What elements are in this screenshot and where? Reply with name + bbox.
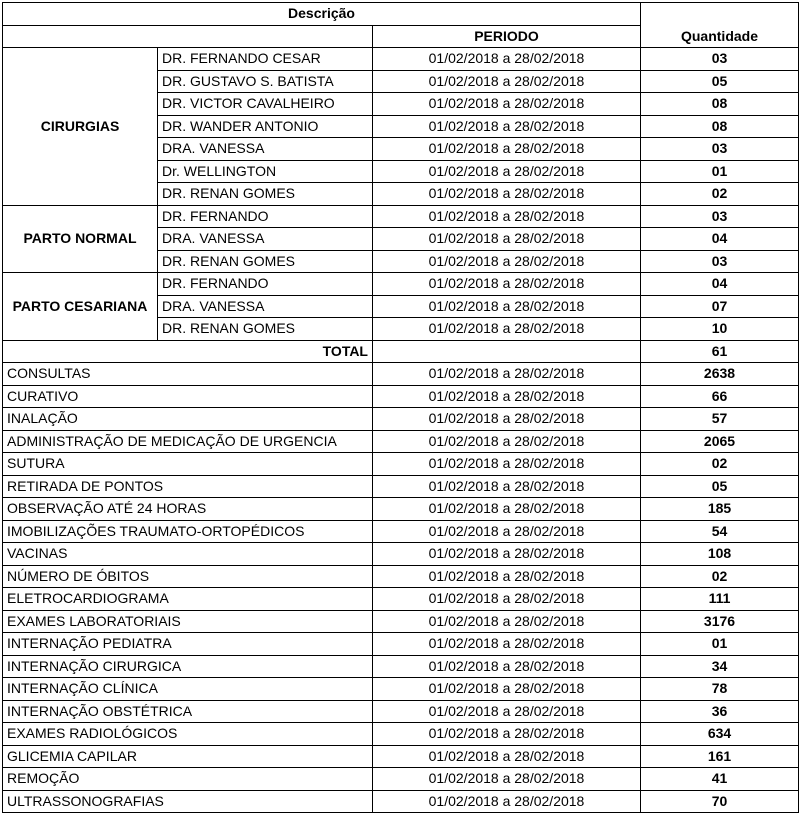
period-cell: 01/02/2018 a 28/02/2018: [373, 790, 641, 813]
item-row: [3, 475, 799, 498]
total-row: [3, 340, 799, 363]
period-cell: 01/02/2018 a 28/02/2018: [373, 678, 641, 701]
item-name: CURATIVO: [3, 385, 373, 408]
item-name: REMOÇÃO: [3, 768, 373, 791]
period-cell: 01/02/2018 a 28/02/2018: [373, 273, 641, 296]
doctor-name: DR. WANDER ANTONIO: [158, 115, 373, 138]
doctor-name: DR. VICTOR CAVALHEIRO: [158, 93, 373, 116]
doctor-name: DRA. VANESSA: [158, 228, 373, 251]
group-row: [3, 205, 799, 228]
quantity-cell: 02: [641, 565, 799, 588]
descricao-header: Descrição: [3, 3, 641, 26]
doctor-name: DR. RENAN GOMES: [158, 318, 373, 341]
period-cell: 01/02/2018 a 28/02/2018: [373, 408, 641, 431]
header-row: [3, 3, 799, 26]
period-cell: 01/02/2018 a 28/02/2018: [373, 93, 641, 116]
quantity-cell: 03: [641, 250, 799, 273]
doctor-name: DR. RENAN GOMES: [158, 250, 373, 273]
item-name: EXAMES RADIOLÓGICOS: [3, 723, 373, 746]
quantity-cell: 161: [641, 745, 799, 768]
procedures-table-body: [3, 3, 799, 813]
doctor-name: DR. FERNANDO: [158, 273, 373, 296]
quantity-cell: 08: [641, 115, 799, 138]
total-quantity: 61: [641, 340, 799, 363]
doctor-name: DR. FERNANDO: [158, 205, 373, 228]
quantity-cell: 57: [641, 408, 799, 431]
quantity-cell: 70: [641, 790, 799, 813]
period-cell: 01/02/2018 a 28/02/2018: [373, 745, 641, 768]
quantity-cell: 01: [641, 160, 799, 183]
period-cell: 01/02/2018 a 28/02/2018: [373, 385, 641, 408]
quantity-cell: 08: [641, 93, 799, 116]
item-row: [3, 363, 799, 386]
quantity-cell: 05: [641, 70, 799, 93]
item-row: [3, 633, 799, 656]
periodo-header: PERIODO: [373, 25, 641, 48]
period-cell: 01/02/2018 a 28/02/2018: [373, 250, 641, 273]
item-row: [3, 498, 799, 521]
quantity-cell: 66: [641, 385, 799, 408]
period-cell: 01/02/2018 a 28/02/2018: [373, 115, 641, 138]
doctor-name: DRA. VANESSA: [158, 138, 373, 161]
doctor-name: DR. RENAN GOMES: [158, 183, 373, 206]
group-label: PARTO NORMAL: [3, 205, 158, 273]
quantity-cell: 01: [641, 633, 799, 656]
period-cell: 01/02/2018 a 28/02/2018: [373, 768, 641, 791]
item-row: [3, 385, 799, 408]
item-row: [3, 408, 799, 431]
period-cell: 01/02/2018 a 28/02/2018: [373, 363, 641, 386]
period-cell: 01/02/2018 a 28/02/2018: [373, 655, 641, 678]
item-row: [3, 700, 799, 723]
quantity-cell: 78: [641, 678, 799, 701]
period-cell: 01/02/2018 a 28/02/2018: [373, 138, 641, 161]
period-cell: 01/02/2018 a 28/02/2018: [373, 700, 641, 723]
quantity-cell: 02: [641, 453, 799, 476]
period-cell: 01/02/2018 a 28/02/2018: [373, 498, 641, 521]
quantity-cell: 10: [641, 318, 799, 341]
item-name: INTERNAÇÃO OBSTÉTRICA: [3, 700, 373, 723]
period-cell: 01/02/2018 a 28/02/2018: [373, 610, 641, 633]
item-name: IMOBILIZAÇÕES TRAUMATO-ORTOPÉDICOS: [3, 520, 373, 543]
period-cell: 01/02/2018 a 28/02/2018: [373, 543, 641, 566]
quantity-cell: 03: [641, 138, 799, 161]
item-row: [3, 588, 799, 611]
period-cell: 01/02/2018 a 28/02/2018: [373, 633, 641, 656]
quantity-cell: 03: [641, 48, 799, 71]
item-name: INALAÇÃO: [3, 408, 373, 431]
item-name: ULTRASSONOGRAFIAS: [3, 790, 373, 813]
period-cell: 01/02/2018 a 28/02/2018: [373, 318, 641, 341]
quantity-cell: 04: [641, 228, 799, 251]
item-name: OBSERVAÇÃO ATÉ 24 HORAS: [3, 498, 373, 521]
item-name: VACINAS: [3, 543, 373, 566]
quantity-cell: 36: [641, 700, 799, 723]
period-cell: 01/02/2018 a 28/02/2018: [373, 430, 641, 453]
quantity-cell: 634: [641, 723, 799, 746]
item-row: [3, 610, 799, 633]
doctor-name: DR. FERNANDO CESAR: [158, 48, 373, 71]
period-cell: 01/02/2018 a 28/02/2018: [373, 723, 641, 746]
item-row: [3, 543, 799, 566]
period-cell: 01/02/2018 a 28/02/2018: [373, 183, 641, 206]
period-cell: 01/02/2018 a 28/02/2018: [373, 453, 641, 476]
doctor-name: DR. GUSTAVO S. BATISTA: [158, 70, 373, 93]
item-row: [3, 565, 799, 588]
item-name: INTERNAÇÃO PEDIATRA: [3, 633, 373, 656]
quantity-cell: 111: [641, 588, 799, 611]
total-label: TOTAL: [3, 340, 373, 363]
period-cell: 01/02/2018 a 28/02/2018: [373, 475, 641, 498]
doctor-name: Dr. WELLINGTON: [158, 160, 373, 183]
item-name: INTERNAÇÃO CIRURGICA: [3, 655, 373, 678]
quantity-cell: 185: [641, 498, 799, 521]
period-cell: 01/02/2018 a 28/02/2018: [373, 48, 641, 71]
item-row: [3, 520, 799, 543]
item-row: [3, 745, 799, 768]
total-blank-cell: [373, 340, 641, 363]
item-row: [3, 678, 799, 701]
blank-subheader-cell: [3, 25, 373, 48]
group-label: PARTO CESARIANA: [3, 273, 158, 341]
item-name: NÚMERO DE ÓBITOS: [3, 565, 373, 588]
quantity-cell: 54: [641, 520, 799, 543]
period-cell: 01/02/2018 a 28/02/2018: [373, 520, 641, 543]
quantity-cell: 108: [641, 543, 799, 566]
quantity-cell: 2065: [641, 430, 799, 453]
quantity-cell: 2638: [641, 363, 799, 386]
quantity-cell: 41: [641, 768, 799, 791]
quantity-cell: 07: [641, 295, 799, 318]
period-cell: 01/02/2018 a 28/02/2018: [373, 295, 641, 318]
group-label: CIRURGIAS: [3, 48, 158, 206]
item-name: GLICEMIA CAPILAR: [3, 745, 373, 768]
item-name: EXAMES LABORATORIAIS: [3, 610, 373, 633]
quantity-cell: 03: [641, 205, 799, 228]
item-row: [3, 768, 799, 791]
period-cell: 01/02/2018 a 28/02/2018: [373, 588, 641, 611]
item-name: SUTURA: [3, 453, 373, 476]
item-name: INTERNAÇÃO CLÍNICA: [3, 678, 373, 701]
item-row: [3, 790, 799, 813]
quantity-cell: 3176: [641, 610, 799, 633]
quantity-cell: 05: [641, 475, 799, 498]
item-name: RETIRADA DE PONTOS: [3, 475, 373, 498]
quantity-cell: 34: [641, 655, 799, 678]
item-row: [3, 655, 799, 678]
period-cell: 01/02/2018 a 28/02/2018: [373, 565, 641, 588]
period-cell: 01/02/2018 a 28/02/2018: [373, 228, 641, 251]
group-row: [3, 273, 799, 296]
group-row: [3, 48, 799, 71]
item-name: ELETROCARDIOGRAMA: [3, 588, 373, 611]
period-cell: 01/02/2018 a 28/02/2018: [373, 205, 641, 228]
item-name: CONSULTAS: [3, 363, 373, 386]
quantidade-header: Quantidade: [641, 3, 799, 48]
quantity-cell: 04: [641, 273, 799, 296]
item-row: [3, 723, 799, 746]
item-name: ADMINISTRAÇÃO DE MEDICAÇÃO DE URGENCIA: [3, 430, 373, 453]
quantity-cell: 02: [641, 183, 799, 206]
period-cell: 01/02/2018 a 28/02/2018: [373, 70, 641, 93]
period-cell: 01/02/2018 a 28/02/2018: [373, 160, 641, 183]
item-row: [3, 453, 799, 476]
doctor-name: DRA. VANESSA: [158, 295, 373, 318]
item-row: [3, 430, 799, 453]
procedures-table: [2, 2, 799, 813]
